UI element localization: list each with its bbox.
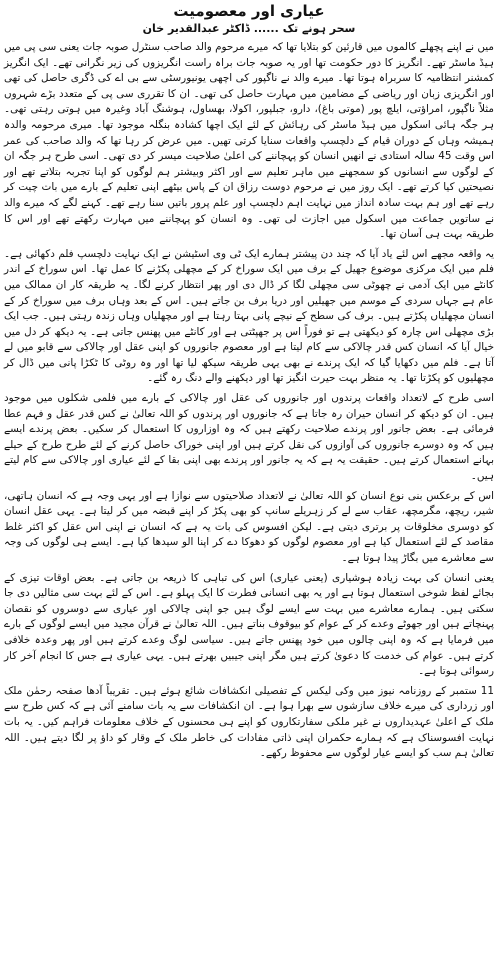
paragraph: میں نے اپنے پچھلے کالموں میں قارئین کو بتلایا تھا کہ میرے مرحوم والد صاحب سنٹرل صوبہ جات یعنی سی پی میں ہیڈ ماسٹر تھے۔ انگریز کا دور حکومت تھا اور یہ صوبہ جات براہ راست انگریزوں کی زیر نگرانی تھے۔ ایک انگریز کمشنر انتظامیہ کا سربراہ ہوتا تھا۔ میرے والد نے ناگپور کی اچھی یونیورسٹی سے بی اے کی ڈگری حاصل کی تھی اور انگریزی زبان اور ریاضی کے مضامین میں مہارت حاصل کی تھی۔ ان کا تقرری سی پی کے متعدد بڑے شہروں مثلاً ناگپور، امراؤتی، ایلچ پور (موتی باغ)، دارو، جبلپور، اکولا، بھساول، ہوشنگ آباد وغیرہ میں ہوتی رہتی تھی۔ ہر جگہ ہائی اسکول میں ہیڈ ماسٹر کی رہائش کے لئے ایک اچھا کشادہ بنگلہ موجود تھا۔ میری مرحومہ والدہ ہمیشہ وہاں کے دوران قیام کے دلچسپ واقعات سنایا کرتی تھیں۔ میں عرض کر رہا تھا کہ والد صاحب کی عمر اس وقت 45 سالہ استادی نے انھیں انسان کو پہچاننے کی اعلیٰ صلاحیت میسر کر دی تھی۔ اسی طرح ہر جگہ ان کے لوگوں سے انسانوں کو سمجھنے میں ماہر تعلیم سے اور اکثر وبیشتر ہم لوگوں کو اپنا تجربہ بتلاتے تھے اور نصیحتیں کیا کرتے تھے۔ ایک روز میں نے مرحوم دوست رزاق ان کے پاس بیٹھے اپنی تعلیم کے بارے میں بات چیت کر رہے تھے اور ہم بہت سادہ انداز میں نہایت اہم دلچسپ اور علم پرور باتیں سنا رہے تھے۔ کہنے لگے کہ میرے والد نے ساتویں جماعت میں اسکول میں اجازت لی تھی۔ وہ انسان کو پہچاننے میں مہارت رکھتے تھے اور اس کا طریقہ بہت ہی آسان تھا۔ [4, 41, 494, 241]
paragraph: یہ واقعہ مجھے اس لئے یاد آیا کہ چند دن پیشتر ہمارے ایک ٹی وی اسٹیشن نے ایک نہایت دلچسپ فلم دکھائی ہے۔ فلم میں ایک مرکزی موضوع جھیل کے برف میں ایک سوراخ کر کے مچھلی پکڑنے کا عمل تھا۔ اس سوراخ کے اندر کانٹے میں ایک آدمی نے چھوٹی سی مچھلی لگا کر ڈال دی اور پھر انتظار کرنے لگا۔ یہ طریقہ کار ان ممالک میں عام ہے جہاں سردی کے موسم میں جھیلیں اور دریا برف بن جاتے ہیں۔ اس کے بعد وہاں برف میں سوراخ کر کے انسان مچھلیاں پکڑتے ہیں۔ برف کی سطح کے نیچے پانی بہتا رہتا ہے اور مچھلیاں وہاں زندہ رہتی ہیں۔ جب ایک بڑی مچھلی اس چارہ کو دیکھتی ہے تو فوراً اس پر جھپٹتی ہے اور کانٹے میں پھنس جاتی ہے۔ یہ دیکھ کر دل میں خیال آیا کہ انسان کس قدر چالاکی سے کام لیتا ہے اور معصوم جانوروں کو اپنی عقل اور چالاکی سے قابو میں لے آتا ہے۔ فلم میں دکھایا گیا کہ ایک پرندے نے بھی یہی طریقہ سیکھ لیا تھا اور وہ روٹی کا ٹکڑا پانی میں ڈال کر مچھلیوں کو پکڑتا تھا۔ یہ منظر بہت حیرت انگیز تھا اور دیکھنے والے دنگ رہ گئے۔ [4, 247, 494, 385]
paragraph: 11 ستمبر کے روزنامہ نیوز میں وکی لیکس کے تفصیلی انکشافات شائع ہوئے ہیں۔ تقریباً آدھا صفحہ رحمٰن ملک اور زرداری کی میرے خلاف سازشوں سے بھرا ہوا ہے۔ ان انکشافات سے یہ بات سامنے آئی ہے کہ کس طرح سے ملک کے اعلیٰ عہدیداروں نے غیر ملکی سفارتکاروں کو اپنے ہی محسنوں کے خلاف معلومات فراہم کیں۔ یہ بات نہایت افسوسناک ہے کہ ہمارے حکمران اپنی ذاتی مفادات کی خاطر ملک کے وقار کو داؤ پر لگا دیتے ہیں۔ اللہ تعالیٰ ہم سب کو ایسے عیار لوگوں سے محفوظ رکھے۔ [4, 684, 494, 760]
paragraph: یعنی انسان کی بہت زیادہ ہوشیاری (یعنی عیاری) اس کی تباہی کا ذریعہ بن جاتی ہے۔ بعض اوقات تیزی کے بجائے لفظ شوخی استعمال ہوتا ہے اور یہ بھی انسانی فطرت کا ایک پہلو ہے۔ اس کے لئے بہت سی مثالیں دی جا سکتی ہیں۔ ہمارے معاشرے میں بہت سے ایسے لوگ ہیں جو اپنی چالاکی اور عیاری سے دوسروں کو نقصان پہنچاتے ہیں اور جھوٹے وعدے کر کے عوام کو بیوقوف بناتے ہیں۔ اللہ تعالیٰ نے قرآن مجید میں ایسے لوگوں کے بارے میں فرمایا ہے کہ وہ اپنی چالوں میں خود پھنس جاتے ہیں۔ سیاسی لوگ وعدے کرتے ہیں اور پھر وعدہ خلافی کرتے ہیں۔ عوام کی خدمت کا دعویٰ کرتے ہیں مگر اپنی جیبیں بھرتے ہیں۔ یہی عیاری ہے جس کا انجام آخر کار رسوائی ہوتا ہے۔ [4, 571, 494, 678]
paragraph: اس کے برعکس بنی نوع انسان کو اللہ تعالیٰ نے لاتعداد صلاحیتوں سے نوازا ہے اور یہی وجہ ہے کہ انسان ہاتھی، شیر، ریچھ، مگرمچھ، عقاب سے لے کر زہریلے سانپ کو بھی پکڑ کر اپنے قبضہ میں کر لیتا ہے۔ یہی عقل انسان کو دوسری مخلوقات پر برتری دیتی ہے۔ لیکن افسوس کی بات یہ ہے کہ انسان نے اپنی اس عقل کو اکثر غلط مقاصد کے لئے استعمال کیا ہے اور معصوم لوگوں کو دھوکا دے کر اپنا الو سیدھا کیا ہے۔ ایسے ہی لوگوں کی وجہ سے معاشرے میں بگاڑ پیدا ہوتا ہے۔ [4, 489, 494, 564]
author-name: ڈاکٹر عبدالقدیر خان [142, 22, 250, 35]
byline-separator: ...... [253, 22, 279, 35]
article-byline [4, 22, 494, 36]
article-body [4, 40, 494, 762]
column-name: سحر ہونے تک [282, 22, 356, 35]
paragraph: اسی طرح کے لاتعداد واقعات پرندوں اور جانوروں کی عقل اور چالاکی کے بارے میں فلمی شکلوں میں موجود ہیں۔ ان کو دیکھ کر انسان حیران رہ جاتا ہے کہ جانوروں اور پرندوں کو اللہ تعالیٰ نے کس قدر عقل و فہم عطا فرمائی ہے۔ بعض جانور اور پرندے صلاحیت رکھتے ہیں کہ وہ اوزاروں کا استعمال کر سکیں۔ بعض پرندے ایسے ہیں کہ وہ دوسرے جانوروں کی آوازوں کی نقل کرتے ہیں اور اپنی خوراک حاصل کرنے کے لئے طرح طرح کے حیلے بہانے استعمال کرتے ہیں۔ حقیقت یہ ہے کہ یہ جانور اور پرندے بھی اپنی بقا کے لئے عیاری اور چالاکی سے کام لیتے ہیں۔ [4, 392, 494, 483]
article-title: عیاری اور معصومیت [173, 2, 325, 20]
article-page [4, 2, 494, 969]
